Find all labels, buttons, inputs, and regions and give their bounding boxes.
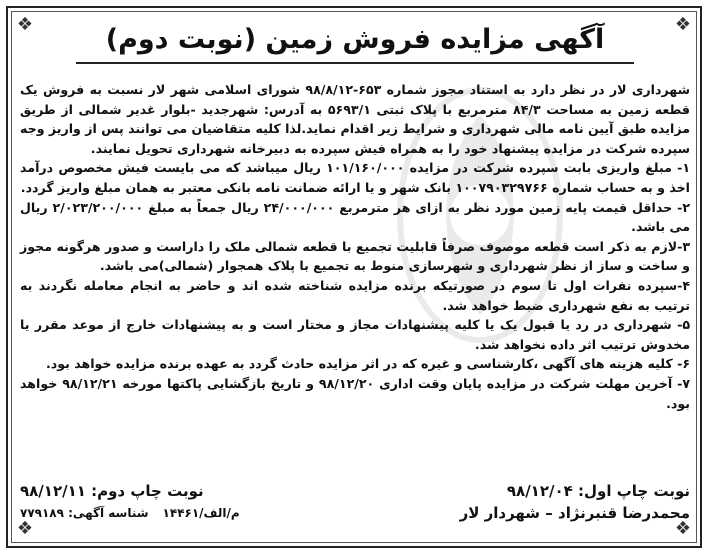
signature: محمدرضا قنبرنژاد – شهردار لار bbox=[459, 504, 690, 522]
ad-title: آگهی مزایده فروش زمین (نوبت دوم) bbox=[76, 18, 635, 64]
second-print-date: نوبت چاپ دوم: ۹۸/۱۲/۱۱ bbox=[20, 482, 204, 500]
condition-item: ۴-سپرده نفرات اول تا سوم در صورتیکه برنده مزایده شناخته شده اند و حاضر به انجام معامله نگردند به ترتیب به نفع شهرداری ضبط خواهد شد. bbox=[20, 277, 690, 313]
intro-paragraph: شهرداری لار در نظر دارد به استناد مجوز شماره ۶۵۳-۹۸/۸/۱۲ شورای اسلامی شهر لار نسبت به فروش یک قطعه زمین به مساحت ۸۴/۳ مترمربع با پلاک ثبتی ۵۶۹۳/۱ به آدرس: شهرجدید -بلوار غدیر شمالی از طریق مزایده طبق آیین نامه مالی شهرداری و شرایط زیر اقدام نماید.لذا کلیه متقاضیان می توانند پس از واریز وجه سپرده شرکت در مزایده پیشنهاد خود را به همراه فیش سپرده به دبیرخانه شهرداری تحویل نمایند. bbox=[20, 82, 690, 156]
first-print-date: نوبت چاپ اول: ۹۸/۱۲/۰۴ bbox=[506, 482, 690, 500]
ad-id: شناسه آگهی: ۷۷۹۱۸۹ bbox=[20, 506, 149, 520]
reference-number: م/الف/۱۴۴۶۱ bbox=[162, 506, 240, 520]
condition-item: ۳-لازم به ذکر است قطعه موصوف صرفاً قابلیت تجمیع با قطعه شمالی ملک را داراست و صدور هرگونه مجوز و ساخت و ساز از نظر شهرداری و شهرسازی منوط به تجمیع با پلاک همجوار (شمالی)می باشد. bbox=[20, 238, 690, 274]
corner-ornament-icon: ❖ bbox=[674, 14, 692, 35]
corner-ornament-icon: ❖ bbox=[16, 14, 34, 35]
corner-ornament-icon: ❖ bbox=[674, 518, 692, 539]
condition-item: ۲- حداقل قیمت پایه زمین مورد نظر به ازای هر مترمربع ۲۴/۰۰۰/۰۰۰ ریال جمعاً به مبلغ ۲/۰۲۳/۲۰۰/۰۰۰ ریال می باشد. bbox=[20, 199, 691, 235]
ad-footer bbox=[20, 480, 690, 524]
ad-reference bbox=[20, 502, 240, 524]
ad-body bbox=[20, 80, 690, 413]
condition-item: ۷- آخرین مهلت شرکت در مزایده پایان وقت اداری ۹۸/۱۲/۲۰ و تاریخ بازگشایی پاکتها مورخه ۹۸/۱۲/۲۱ خواهد بود. bbox=[20, 375, 690, 411]
condition-item: ۱- مبلغ واریزی بابت سپرده شرکت در مزایده ۱۰۱/۱۶۰/۰۰۰ ریال میباشد که می بایست فیش مخصوص درآمد اخذ و به حساب شماره ۱۰۰۷۹۰۳۲۹۷۶۶ بانک شهر و یا ارائه ضمانت نامه بانکی معتبر به همان مبلغ واریز گردد. bbox=[20, 160, 691, 195]
corner-ornament-icon: ❖ bbox=[16, 518, 34, 539]
condition-item: ۶- کلیه هزینه های آگهی ،کارشناسی و غیره که در اثر مزایده حادث گردد به عهده برنده مزایده خواهد بود. bbox=[45, 356, 690, 372]
condition-item: ۵- شهرداری در رد یا قبول یک یا کلیه پیشنهادات مجاز و مختار است و به پیشنهادات خارج از موعد مقرر یا مخدوش ترتیب اثر داده نخواهد شد. bbox=[20, 317, 690, 352]
